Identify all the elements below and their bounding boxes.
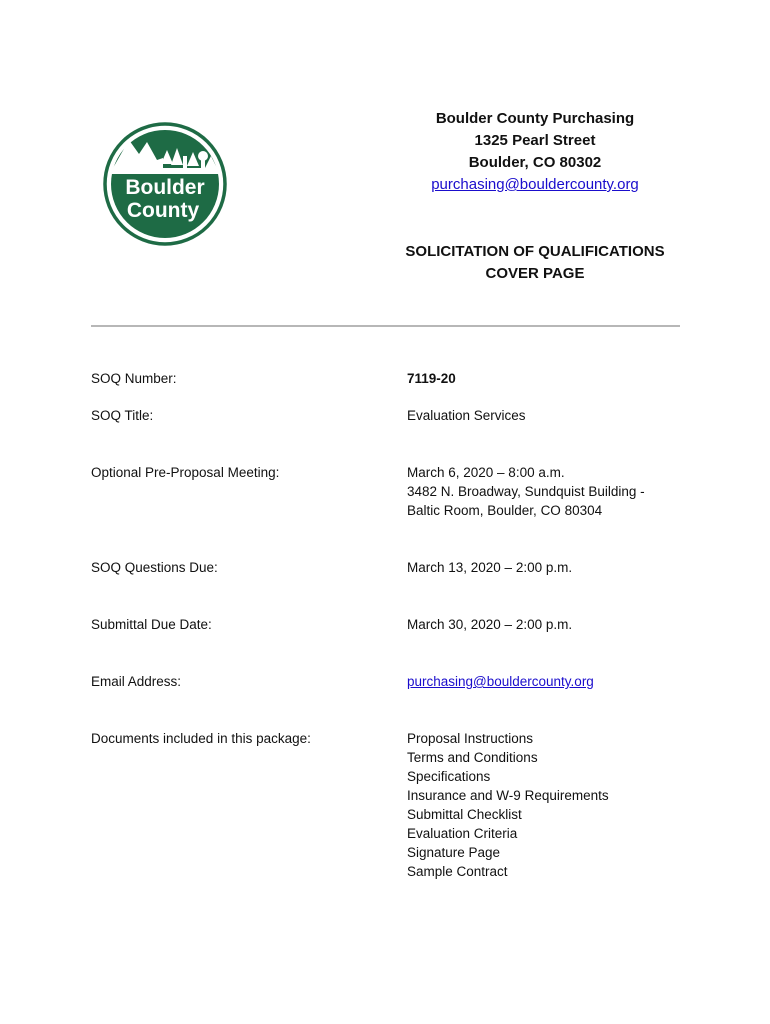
soq-title-label: SOQ Title: — [91, 408, 154, 423]
email-link[interactable]: purchasing@bouldercounty.org — [407, 674, 594, 689]
questions-due-value: March 13, 2020 – 2:00 p.m. — [407, 560, 573, 575]
list-item: Proposal Instructions — [407, 731, 534, 746]
document-title — [380, 241, 690, 285]
divider — [91, 325, 680, 327]
pre-proposal-label: Optional Pre-Proposal Meeting: — [91, 465, 280, 480]
documents-label: Documents included in this package: — [91, 731, 311, 746]
title-line-1: SOLICITATION OF QUALIFICATIONS — [405, 243, 665, 260]
soq-number-label: SOQ Number: — [91, 371, 177, 386]
email-label: Email Address: — [91, 674, 182, 689]
boulder-county-logo — [95, 110, 237, 258]
list-item: Terms and Conditions — [407, 750, 538, 765]
list-item: Signature Page — [407, 845, 501, 860]
org-name: Boulder County Purchasing — [435, 110, 635, 127]
header-email-link[interactable]: purchasing@bouldercounty.org — [431, 176, 639, 193]
pre-proposal-location-1: 3482 N. Broadway, Sundquist Building - — [407, 484, 645, 499]
questions-due-label: SOQ Questions Due: — [91, 560, 218, 575]
submittal-due-value: March 30, 2020 – 2:00 p.m. — [407, 617, 573, 632]
submittal-due-label: Submittal Due Date: — [91, 617, 212, 632]
pre-proposal-location-2: Baltic Room, Boulder, CO 80304 — [407, 503, 603, 518]
street-address: 1325 Pearl Street — [474, 132, 596, 149]
purchasing-address-block — [380, 108, 690, 196]
soq-title-value: Evaluation Services — [407, 408, 526, 423]
city-address: Boulder, CO 80302 — [468, 154, 602, 171]
pre-proposal-date: March 6, 2020 – 8:00 a.m. — [407, 465, 565, 480]
pre-proposal-value — [407, 463, 697, 520]
list-item: Evaluation Criteria — [407, 826, 518, 841]
list-item: Submittal Checklist — [407, 807, 522, 822]
logo-text-county: County — [126, 199, 200, 222]
list-item: Sample Contract — [407, 864, 508, 879]
list-item: Insurance and W-9 Requirements — [407, 788, 609, 803]
soq-number-value: 7119-20 — [407, 371, 456, 386]
list-item: Specifications — [407, 769, 491, 784]
logo-text-boulder: Boulder — [125, 176, 205, 199]
documents-list — [407, 729, 697, 881]
title-line-2: COVER PAGE — [485, 265, 585, 282]
